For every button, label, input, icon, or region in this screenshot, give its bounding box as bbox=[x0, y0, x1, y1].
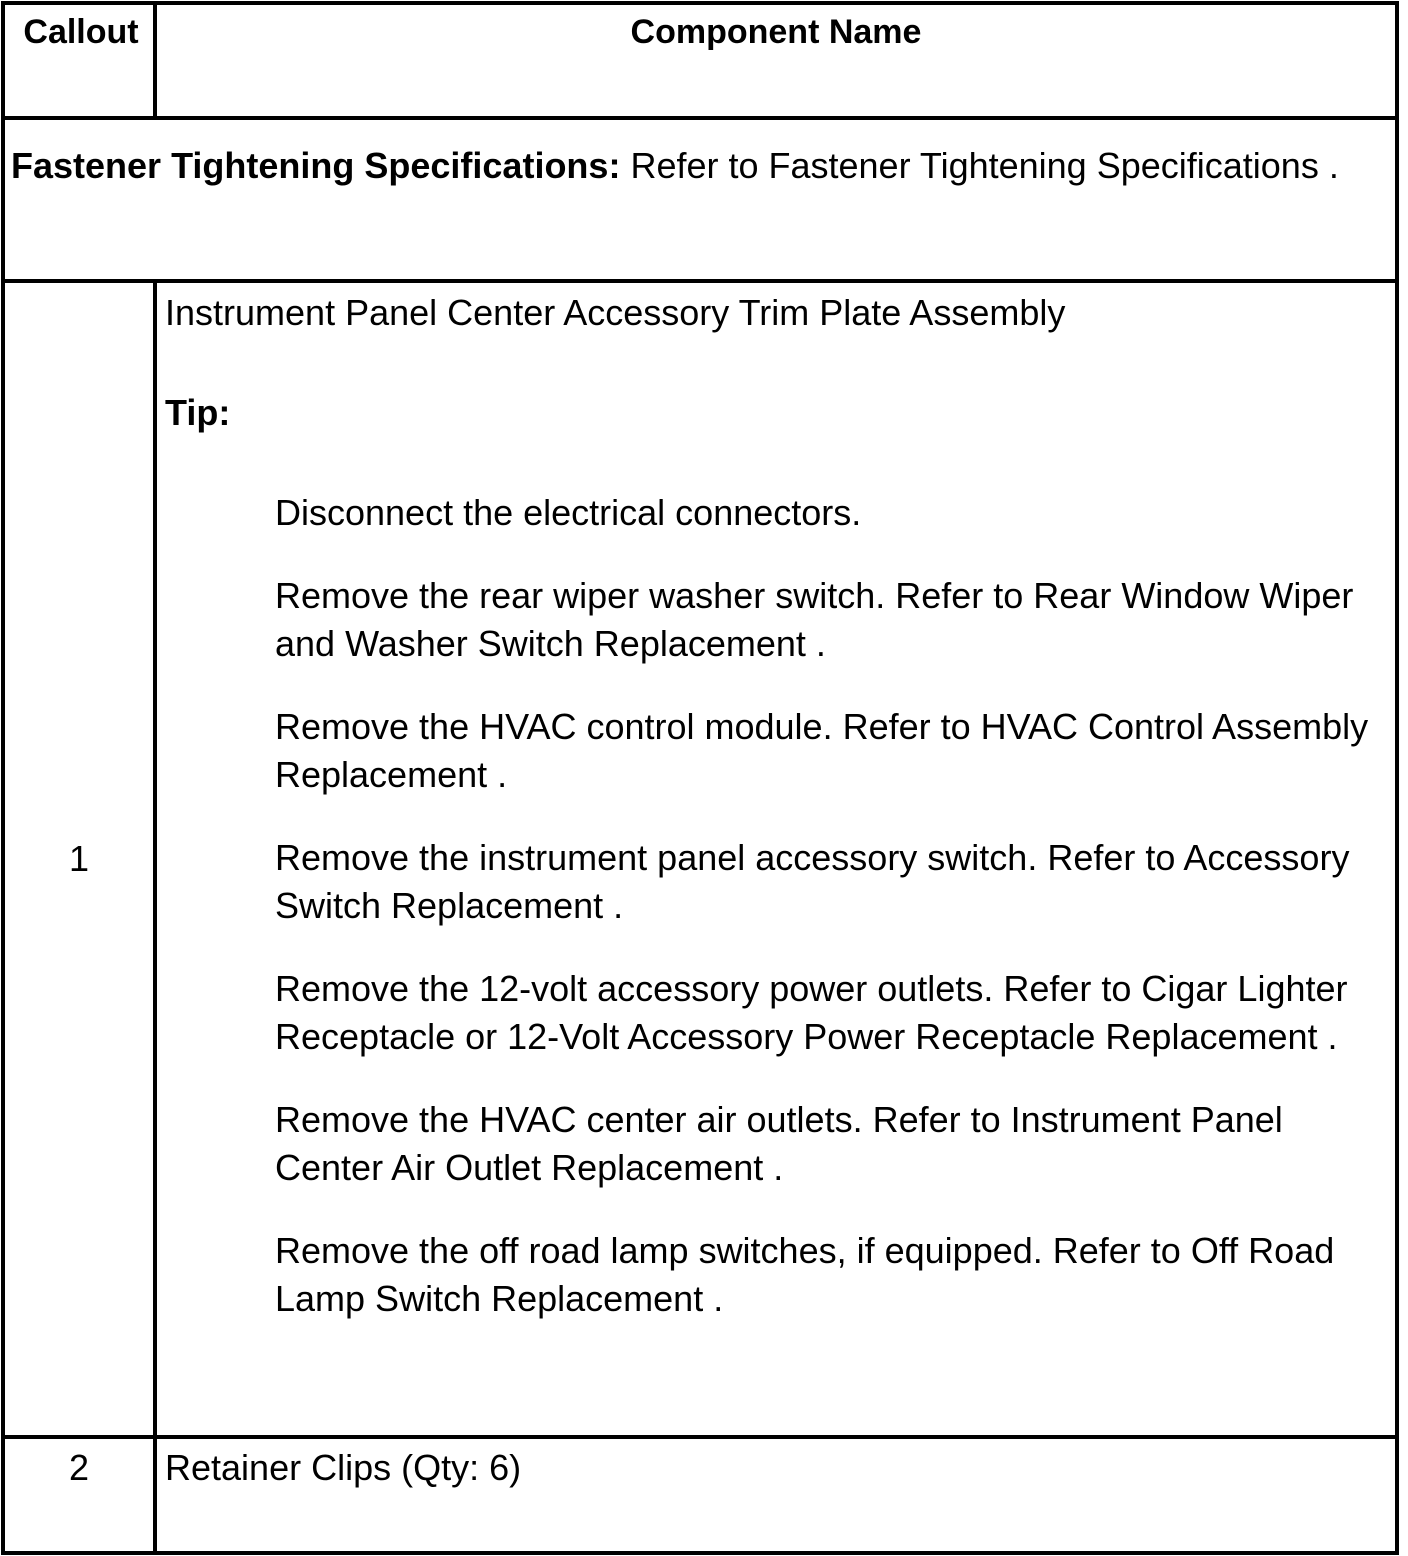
tip-label: Tip: bbox=[165, 392, 231, 433]
component-name: Retainer Clips (Qty: 6) bbox=[155, 1437, 1397, 1553]
callout-number: 1 bbox=[3, 281, 155, 1437]
component-name: Instrument Panel Center Accessory Trim Plate Assembly bbox=[165, 292, 1066, 333]
fastener-spec-cell bbox=[3, 118, 1397, 281]
component-table bbox=[1, 1, 1399, 1555]
component-name-column-header: Component Name bbox=[155, 3, 1397, 118]
tip-step: Disconnect the electrical connectors. bbox=[275, 492, 862, 533]
tip-step: Remove the 12-volt accessory power outlets. Refer to Cigar Lighter Receptacle or 12-Volt Accessory Power Receptacle Replacement . bbox=[275, 968, 1348, 1057]
fastener-spec-row bbox=[3, 118, 1397, 281]
component-cell bbox=[155, 281, 1397, 1437]
header-row bbox=[3, 3, 1397, 118]
fastener-spec-text: Refer to Fastener Tightening Specifications . bbox=[620, 145, 1339, 186]
tip-step: Remove the off road lamp switches, if equipped. Refer to Off Road Lamp Switch Replacement . bbox=[275, 1230, 1335, 1319]
table-row bbox=[3, 1437, 1397, 1553]
table-row bbox=[3, 281, 1397, 1437]
tip-step: Remove the instrument panel accessory switch. Refer to Accessory Switch Replacement . bbox=[275, 837, 1350, 926]
tip-step: Remove the rear wiper washer switch. Refer to Rear Window Wiper and Washer Switch Replacement . bbox=[275, 575, 1354, 664]
tip-step: Remove the HVAC control module. Refer to HVAC Control Assembly Replacement . bbox=[275, 706, 1369, 795]
fastener-spec-label: Fastener Tightening Specifications: bbox=[11, 145, 621, 186]
tip-steps-list bbox=[165, 489, 1385, 1323]
tip-step: Remove the HVAC center air outlets. Refer to Instrument Panel Center Air Outlet Replacement . bbox=[275, 1099, 1283, 1188]
callout-number: 2 bbox=[3, 1437, 155, 1553]
callout-column-header: Callout bbox=[3, 3, 155, 118]
